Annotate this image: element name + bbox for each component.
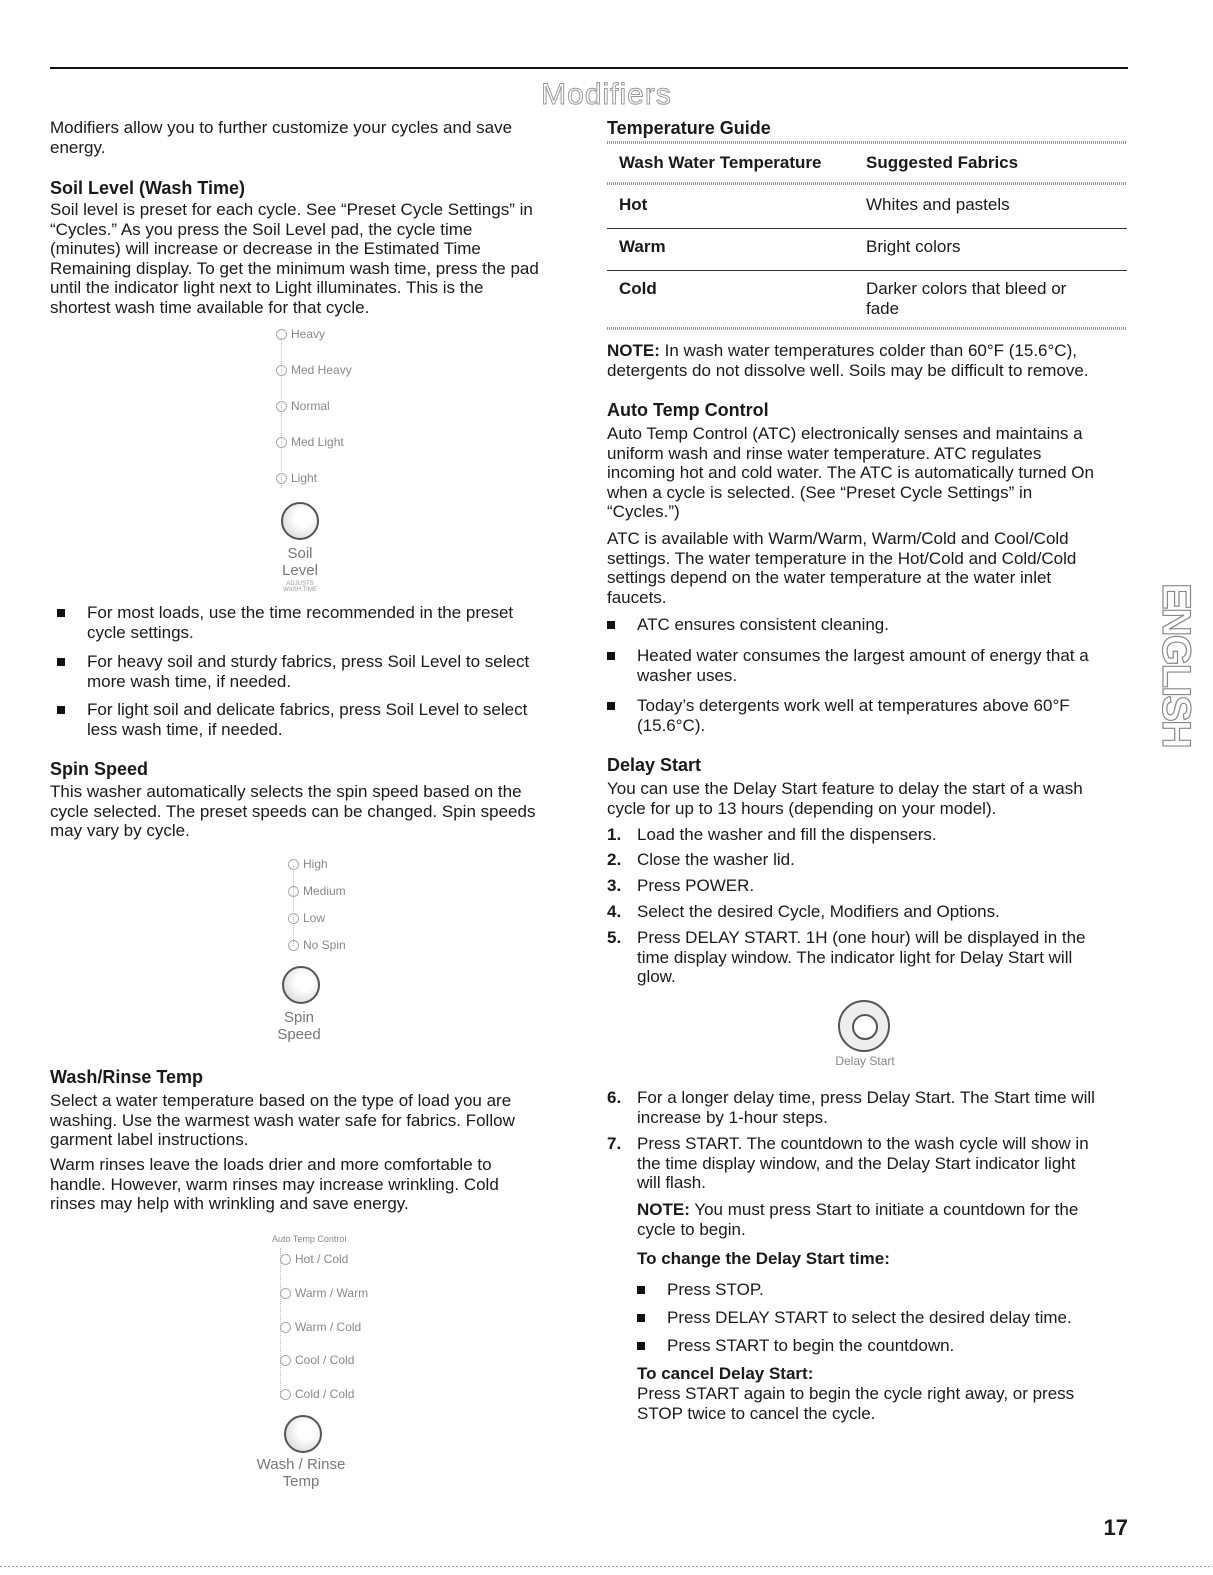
soil-level-option: Normal [276,399,330,413]
indicator-light-icon [288,913,299,924]
wash-rinse-option: Cold / Cold [280,1387,354,1401]
indicator-light-icon [280,1254,291,1265]
soil-level-option: Light [276,471,317,485]
spin-speed-knob-icon [282,966,320,1004]
wash-rinse-option: Hot / Cold [280,1252,348,1266]
temperature-note: NOTE: In wash water temperatures colder than 60°F (15.6°C), detergents do not dissolve well. Soils may be difficult to remove. [607,341,1089,380]
delay-start-heading: Delay Start [607,755,702,775]
indicator-light-icon [276,401,287,412]
wash-rinse-knob-icon [284,1415,322,1453]
auto-temp-control-label: Auto Temp Control [272,1234,347,1244]
soil-level-knob-icon [281,502,319,540]
auto-temp-control-heading: Auto Temp Control [607,400,769,420]
indicator-light-icon [280,1322,291,1333]
indicator-light-icon [276,329,287,340]
soil-level-knob-label: Soil Level [282,545,318,579]
table-header: Suggested Fabrics [866,153,1019,172]
language-side-tab: ENGLISH [1154,583,1198,747]
table-cell: Warm [619,237,666,256]
indicator-light-icon [288,859,299,870]
delay-start-icon-label: Delay Start [835,1054,895,1068]
table-cell: Darker colors that bleed or fade [866,279,1067,318]
change-delay-heading: To change the Delay Start time: [637,1249,890,1268]
spin-speed-option: No Spin [288,938,346,952]
indicator-light-icon [276,437,287,448]
table-cell: Hot [619,195,648,214]
spin-speed-option: Medium [288,884,346,898]
temperature-guide-heading: Temperature Guide [607,118,771,138]
indicator-light-icon [280,1355,291,1366]
wash-rinse-knob-label: Wash / Rinse Temp [256,1456,346,1490]
indicator-light-icon [276,365,287,376]
table-cell: Bright colors [866,237,961,256]
table-cell: Whites and pastels [866,195,1010,214]
indicator-light-icon [288,886,299,897]
spin-speed-heading: Spin Speed [50,759,149,779]
soil-level-heading: Soil Level (Wash Time) [50,178,246,198]
spin-speed-knob-label: Spin Speed [277,1009,321,1043]
cancel-delay-heading: To cancel Delay Start: [637,1364,814,1383]
wash-rinse-temp-heading: Wash/Rinse Temp [50,1067,204,1087]
delay-start-button-icon [838,1000,890,1052]
spin-speed-option: High [288,857,328,871]
indicator-light-icon [288,940,299,951]
soil-level-option: Med Light [276,435,344,449]
page-title: Modifiers [541,78,672,111]
soil-level-knob-sublabel: ADJUSTS WASH TIME [283,581,317,593]
table-cell: Cold [619,279,657,298]
spin-speed-option: Low [288,911,325,925]
top-rule [50,67,1128,69]
wash-rinse-option: Cool / Cold [280,1353,354,1367]
bottom-rule [0,1566,1213,1567]
wash-rinse-option: Warm / Warm [280,1286,368,1300]
indicator-light-icon [280,1389,291,1400]
indicator-light-icon [280,1288,291,1299]
soil-level-option: Med Heavy [276,363,352,377]
soil-level-option: Heavy [276,327,325,341]
page-number: 17 [1103,1515,1128,1540]
table-header: Wash Water Temperature [619,153,822,172]
indicator-light-icon [276,473,287,484]
wash-rinse-option: Warm / Cold [280,1320,361,1334]
delay-start-note: NOTE: You must press Start to initiate a countdown for the cycle to begin. [637,1200,1079,1239]
